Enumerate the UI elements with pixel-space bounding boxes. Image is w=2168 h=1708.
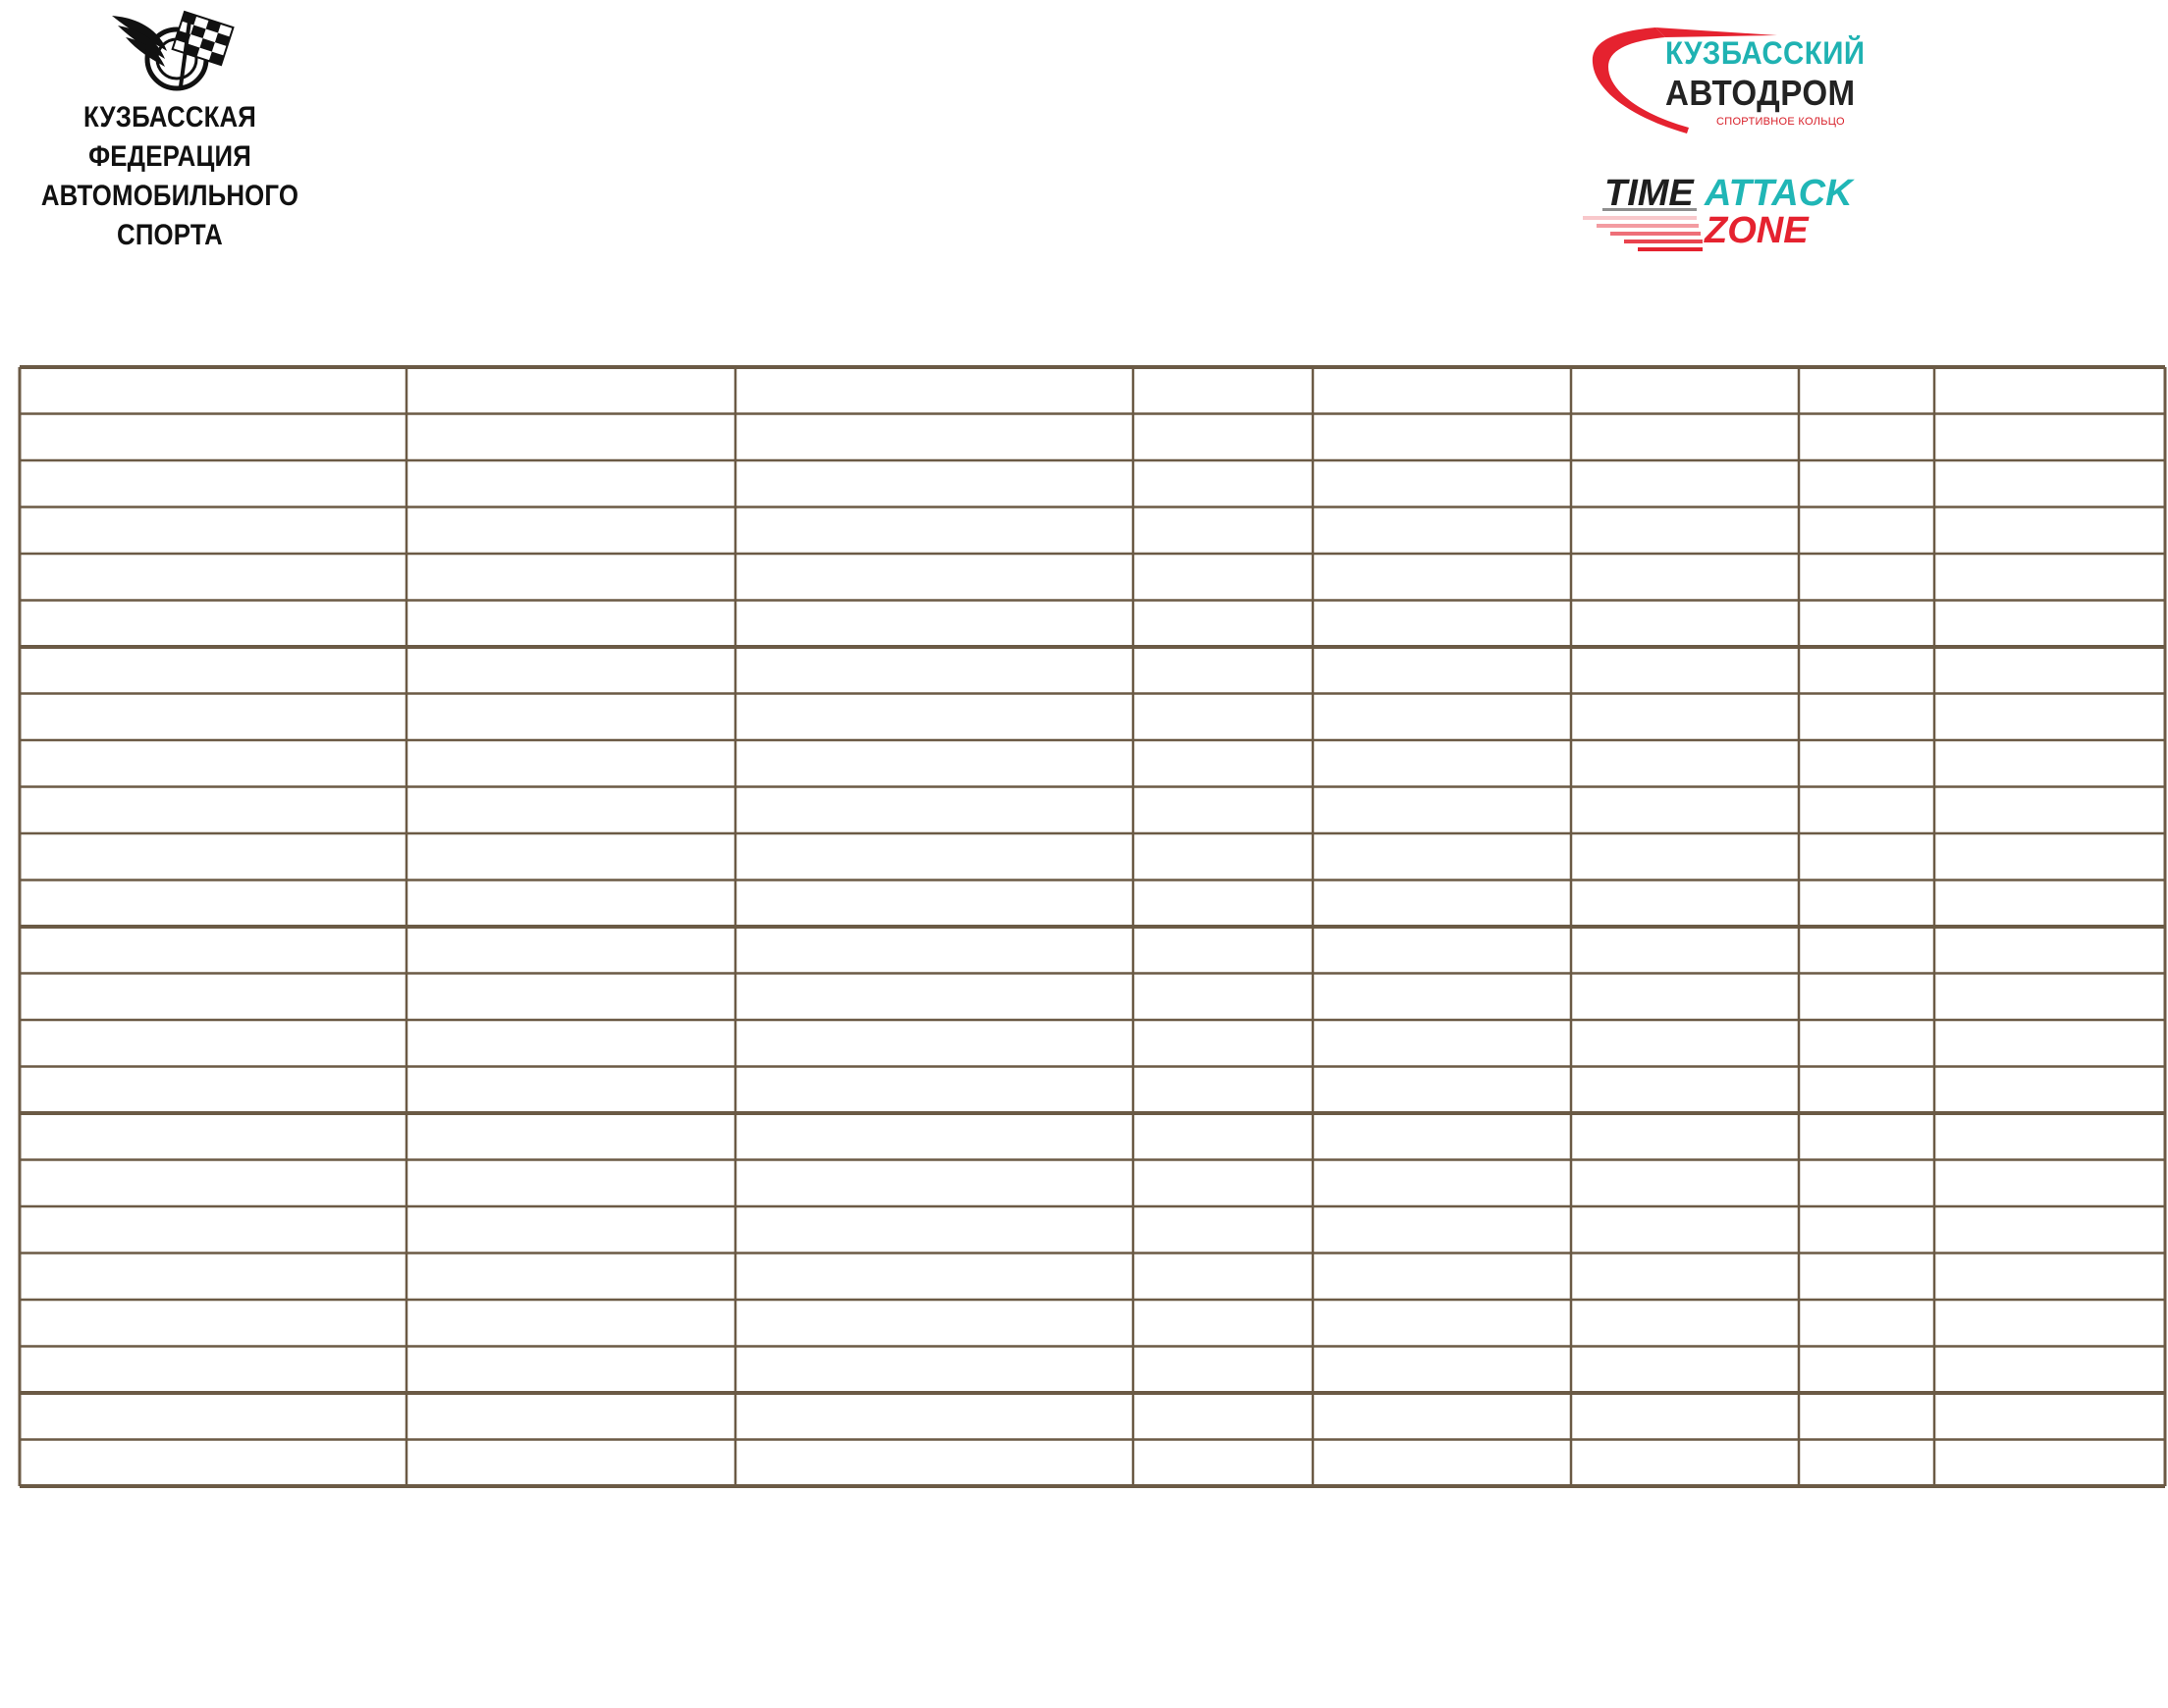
time-attack-word-zone: ZONE bbox=[1705, 210, 1809, 251]
federation-name-line2: АВТОМОБИЛЬНОГО СПОРТА bbox=[40, 180, 299, 251]
time-attack-word-attack: ATTACK bbox=[1705, 173, 1853, 214]
autodrom-logo bbox=[1571, 14, 1866, 141]
winged-wheel-checkered-flag-icon bbox=[108, 8, 247, 92]
autodrom-title-line2: АВТОДРОМ bbox=[1665, 73, 1856, 113]
federation-logo bbox=[18, 8, 322, 251]
autodrom-title-line1: КУЗБАССКИЙ bbox=[1665, 35, 1866, 71]
federation-name-line1: КУЗБАССКАЯ ФЕДЕРАЦИЯ bbox=[82, 101, 257, 173]
autodrom-subtitle: СПОРТИВНОЕ КОЛЬЦО bbox=[1716, 116, 1845, 128]
time-attack-word-time: TIME bbox=[1604, 173, 1694, 214]
time-attack-zone-logo bbox=[1583, 169, 1864, 253]
federation-name bbox=[39, 98, 301, 255]
